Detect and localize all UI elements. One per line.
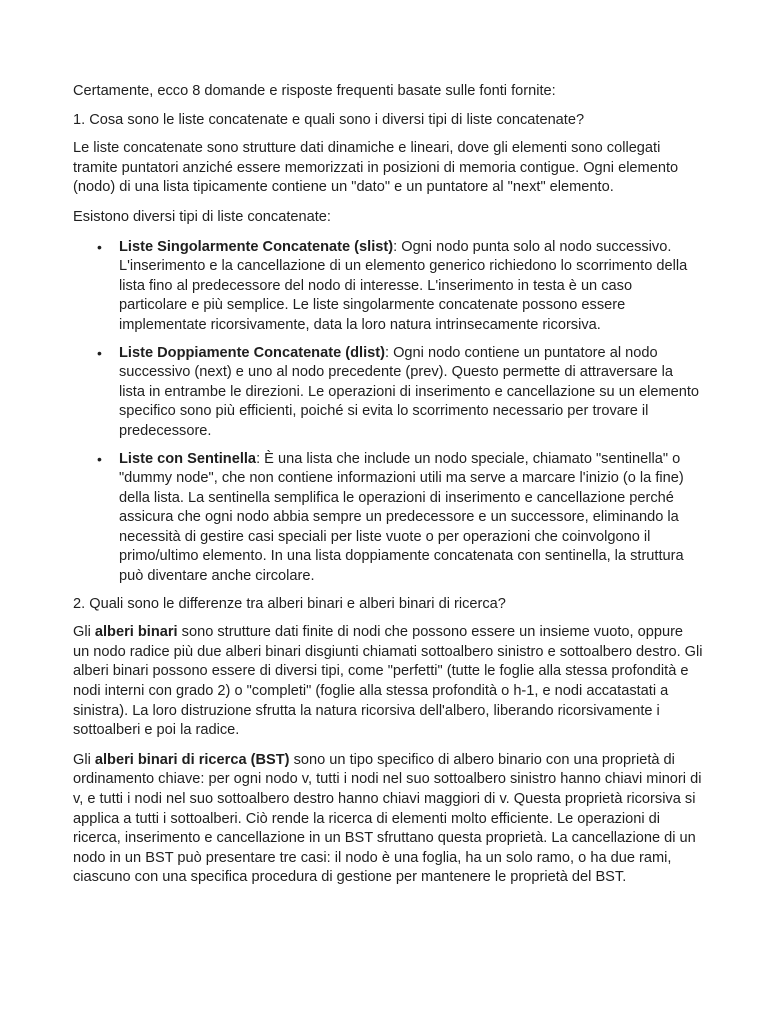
paragraph-prefix: Gli xyxy=(73,624,95,641)
linked-list-types xyxy=(73,238,703,587)
list-item-dlist xyxy=(73,344,703,442)
list-item-sentinel xyxy=(73,450,703,587)
answer-2-paragraph-2 xyxy=(73,751,703,888)
question-2: 2. Quali sono le differenze tra alberi binari e alberi binari di ricerca? xyxy=(73,595,506,612)
term-binary-trees: alberi binari xyxy=(94,624,178,641)
term-bst: alberi binari di ricerca (BST) xyxy=(94,751,290,768)
document-page xyxy=(73,82,703,898)
list-item-slist xyxy=(73,238,703,336)
answer-2-paragraph-1 xyxy=(73,623,703,741)
list-item-text: : Ogni nodo punta solo al nodo successivo. L'inserimento e la cancellazione di un elemento generico richiedono lo scorrimento della lista fino al predecessore del nodo di interesse. L'inserimento in testa è un caso particolare e più semplice. Le liste singolarmente concatenate possono essere implementate ricorsivamente, data la loro natura intrinsecamente ricorsiva. xyxy=(119,238,688,333)
bullet-icon: • xyxy=(97,450,102,467)
list-item-text: : È una lista che include un nodo speciale, chiamato "sentinella" o "dummy node", che non contiene informazioni utili ma serve a marcare l'inizio (o la fine) della lista. La sentinella semplifica le operazioni di inserimento e cancellazione perché assicura che ogni nodo abbia sempre un predecessore e un successore, eliminando la necessità di gestire casi speciali per liste vuote o per operazioni che coinvolgono il primo/ultimo elemento. In una lista doppiamente concatenata con sentinella, la struttura può diventare anche circolare. xyxy=(119,450,684,585)
intro-text: Certamente, ecco 8 domande e risposte frequenti basate sulle fonti fornite: xyxy=(73,83,556,99)
paragraph-text: sono strutture dati finite di nodi che possono essere un insieme vuoto, oppure un nodo radice più due alberi binari disgiunti chiamati sottoalbero sinistro e sottoalbero destro. Gli alberi binari possono essere di diversi tipi, come "perfetti" (tutte le foglie alla stessa profondità e nodi interni con grado 2) o "completi" (foglie alla stessa profondità o h-1, e nodi accatastati a sinistra). La loro distruzione sfrutta la natura ricorsiva dell'albero, liberando ricorsivamente i sottoalberi e poi la radice. xyxy=(73,624,703,739)
bullet-icon: • xyxy=(97,238,102,255)
list-item-term: Liste con Sentinella xyxy=(119,450,257,467)
paragraph-prefix: Gli xyxy=(73,751,95,768)
question-1: 1. Cosa sono le liste concatenate e quali sono i diversi tipi di liste concatenate? xyxy=(73,111,585,128)
list-item-text: : Ogni nodo contiene un puntatore al nodo successivo (next) e uno al nodo precedente (prev). Questo permette di attraversare la lista in entrambe le direzioni. Le operazioni di inserimento e cancellazione su un elemento specifico sono più efficienti, poiché si evita lo scorrimento necessario per trovare il predecessore. xyxy=(119,344,700,439)
bullet-icon: • xyxy=(97,344,102,361)
list-item-term: Liste Doppiamente Concatenate (dlist) xyxy=(119,344,385,361)
answer-1-paragraph-1: Le liste concatenate sono strutture dati dinamiche e lineari, dove gli elementi sono collegati tramite puntatori anziché essere memorizzati in posizioni di memoria contigue. Ogni elemento (nodo) di una lista tipicamente contiene un "dato" e un puntatore al "next" elemento. xyxy=(73,140,679,196)
answer-1-paragraph-2: Esistono diversi tipi di liste concatenate: xyxy=(73,208,331,225)
list-item-term: Liste Singolarmente Concatenate (slist) xyxy=(119,238,394,255)
paragraph-text: sono un tipo specifico di albero binario con una proprietà di ordinamento chiave: per ogni nodo v, tutti i nodi nel suo sottoalbero sinistro hanno chiavi minori di v, e tutti i nodi nel suo sottoalbero destro hanno chiavi maggiori di v. Questa proprietà ricorsiva si applica a tutti i sottoalberi. Ciò rende la ricerca di elementi molto efficiente. Le operazioni di ricerca, inserimento e cancellazione in un BST sfruttano questa proprietà. La cancellazione di un nodo in un BST può presentare tre casi: il nodo è una foglia, ha un solo ramo, o ha due rami, ciascuno con una specifica procedura di gestione per mantenere le proprietà del BST. xyxy=(73,751,702,886)
